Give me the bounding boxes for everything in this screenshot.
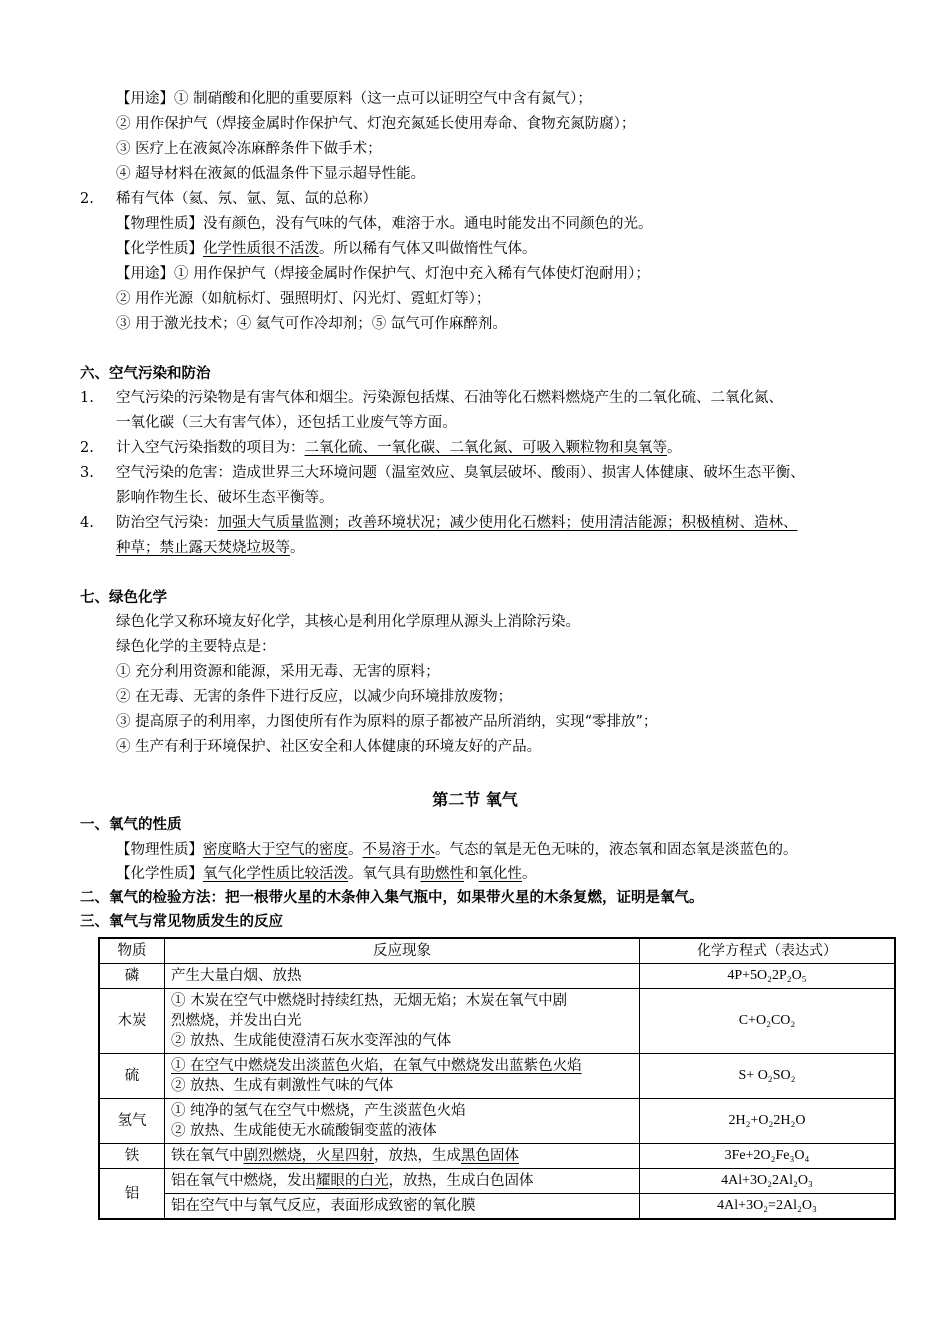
list-number: 2. — [80, 440, 94, 456]
pollution-heading: 六、空气污染和防治 — [80, 365, 211, 382]
key-point: 不易溶于水 — [362, 842, 435, 858]
phenomenon-cell — [165, 1054, 640, 1099]
text: 。氧气具有 — [348, 866, 421, 882]
list-number: 4. — [80, 515, 94, 531]
green-feature-3: ③ 提高原子的利用率，力图使所有作为原料的原子都被产品所消纳，实现“零排放”； — [116, 714, 658, 730]
text: 。 — [348, 842, 363, 858]
text: ，放热，生成 — [374, 1148, 461, 1164]
text: 铁在氧气中 — [171, 1148, 244, 1164]
phenomenon-line: 烈燃烧，并发出白光 — [171, 1013, 302, 1029]
green-chemistry-heading: 七、绿色化学 — [80, 589, 167, 606]
text: 和 — [464, 866, 479, 882]
equation-cell: 3Fe+2O₂Fe₃O₄ — [640, 1144, 896, 1169]
text: 。 — [290, 540, 305, 556]
oxygen-test-heading: 二、氧气的检验方法：把一根带火星的木条伸入集气瓶中，如果带火星的木条复燃，证明是氧气。 — [80, 889, 704, 906]
phenomenon-line: ② 放热、生成能使无水硫酸铜变蓝的液体 — [171, 1123, 437, 1139]
equation-cell: 4P+5O₂2P₂O₅ — [640, 964, 896, 989]
key-point: 氧气化学性质比较活泼 — [203, 866, 348, 882]
green-line-1: 绿色化学又称环境友好化学，其核心是利用化学原理从源头上消除污染。 — [116, 614, 580, 630]
oxygen-properties-heading: 一、氧气的性质 — [80, 816, 182, 833]
table-row — [99, 1194, 895, 1220]
list-number: 3. — [80, 465, 94, 481]
table-row — [99, 1144, 895, 1169]
key-point: 密度略大于空气的密度 — [203, 842, 348, 858]
pollution-item-3-line-2: 影响作物生长、破坏生态平衡等。 — [116, 490, 334, 506]
phenomenon-line: ② 放热、生成有刺激性气味的气体 — [171, 1078, 394, 1094]
substance-cell: 铁 — [99, 1144, 165, 1169]
key-point: 化学性质很不活泼 — [203, 241, 319, 257]
equation-cell: S+ O₂SO₂ — [640, 1054, 896, 1099]
table-row — [99, 989, 895, 1054]
pollution-item-1-line-2: 一氧化碳（三大有害气体），还包括工业废气等方面。 — [116, 415, 457, 431]
noble-gas-use-2: ② 用作光源（如航标灯、强照明灯、闪光灯、霓虹灯等）； — [116, 291, 491, 307]
phenomenon-line: ① 纯净的氢气在空气中燃烧，产生淡蓝色火焰 — [171, 1103, 466, 1119]
noble-gas-use-1: 【用途】① 用作保护气（焊接金属时作保护气、灯泡中充入稀有气体使灯泡耐用）； — [116, 266, 650, 282]
oxygen-physical — [116, 840, 798, 860]
phenomenon-line: ① 木炭在空气中燃烧时持续红热，无烟无焰；木炭在氧气中剧 — [171, 993, 568, 1009]
equation-cell: 4Al+3O₂=2Al₂O₃ — [640, 1194, 896, 1220]
section-title: 第二节 氧气 — [432, 790, 518, 809]
substance-cell: 磷 — [99, 964, 165, 989]
list-number: 2. — [80, 191, 94, 207]
oxygen-chemical — [116, 864, 537, 884]
key-point: 耀眼的白光 — [316, 1173, 389, 1189]
text: 计入空气污染指数的项目为： — [116, 440, 305, 456]
text: 。 — [522, 866, 537, 882]
key-point: 种草；禁止露天焚烧垃圾等 — [116, 540, 290, 556]
equation-cell: C+O₂CO₂ — [640, 989, 896, 1054]
phenomenon-cell — [165, 989, 640, 1054]
pollution-item-3-line-1: 空气污染的危害：造成世界三大环境问题（温室效应、臭氧层破坏、酸雨）、损害人体健康、破坏生态平衡、 — [116, 465, 805, 481]
table-row — [99, 964, 895, 989]
phenomenon-cell: 产生大量白烟、放热 — [165, 964, 640, 989]
text: 。 — [667, 440, 682, 456]
phenomenon-line: ② 放热、生成能使澄清石灰水变浑浊的气体 — [171, 1033, 452, 1049]
pollution-item-2 — [116, 438, 682, 458]
text: 防治空气污染： — [116, 515, 218, 531]
phenomenon-cell — [165, 1144, 640, 1169]
header-phenomenon: 反应现象 — [165, 938, 640, 964]
pollution-item-4-line-1 — [116, 513, 798, 533]
noble-gas-chemical — [116, 239, 537, 259]
green-line-2: 绿色化学的主要特点是： — [116, 639, 276, 655]
substance-cell: 硫 — [99, 1054, 165, 1099]
text: 。气态的氧是无色无味的，液态氧和固态氧是淡蓝色的。 — [435, 842, 798, 858]
header-equation: 化学方程式（表达式） — [640, 938, 896, 964]
label: 【化学性质】 — [116, 866, 203, 882]
green-feature-4: ④ 生产有利于环境保护、社区安全和人体健康的环境友好的产品。 — [116, 739, 542, 755]
phenomenon-line: ① 在空气中燃烧发出淡蓝色火焰，在氧气中燃烧发出蓝紫色火焰 — [171, 1058, 582, 1074]
key-point: 氧化性 — [478, 866, 522, 882]
table-row — [99, 1099, 895, 1144]
phenomenon-cell — [165, 1099, 640, 1144]
key-point: 剧烈燃烧，火星四射 — [243, 1148, 374, 1164]
nitrogen-use-1: 【用途】① 制硝酸和化肥的重要原料（这一点可以证明空气中含有氮气）； — [116, 91, 592, 107]
list-number: 1. — [80, 390, 94, 406]
nitrogen-use-4: ④ 超导材料在液氮的低温条件下显示超导性能。 — [116, 166, 426, 182]
substance-cell: 氢气 — [99, 1099, 165, 1144]
table-row — [99, 1054, 895, 1099]
label: 【化学性质】 — [116, 241, 203, 257]
noble-gas-physical: 【物理性质】没有颜色，没有气味的气体，难溶于水。通电时能发出不同颜色的光。 — [116, 216, 653, 232]
substance-cell: 铝 — [99, 1169, 165, 1220]
oxygen-reactions-heading: 三、氧气与常见物质发生的反应 — [80, 913, 283, 930]
text: 铝在氧气中燃烧，发出 — [171, 1173, 316, 1189]
noble-gas-title: 稀有气体（氦、氖、氩、氪、氙的总称） — [116, 191, 377, 207]
equation-cell: 4Al+3O₂2Al₂O₃ — [640, 1169, 896, 1194]
phenomenon-cell — [165, 1169, 640, 1194]
text: 。所以稀有气体又叫做惰性气体。 — [319, 241, 537, 257]
key-point: 二氧化硫、一氧化碳、二氧化氮、可吸入颗粒物和臭氧等 — [304, 440, 667, 456]
table-row — [99, 1169, 895, 1194]
table-header-row — [99, 938, 895, 964]
pollution-item-4-line-2 — [116, 538, 305, 558]
nitrogen-use-3: ③ 医疗上在液氮冷冻麻醉条件下做手术； — [116, 141, 382, 157]
noble-gas-use-3: ③ 用于激光技术；④ 氦气可作冷却剂；⑤ 氙气可作麻醉剂。 — [116, 316, 507, 332]
key-point: 加强大气质量监测；改善环境状况；减少使用化石燃料；使用清洁能源；积极植树、造林、 — [217, 515, 798, 531]
green-feature-1: ① 充分利用资源和能源，采用无毒、无害的原料； — [116, 664, 440, 680]
key-point: 助燃性 — [420, 866, 464, 882]
key-point: 黑色固体 — [461, 1148, 519, 1164]
reactions-table — [98, 937, 896, 1220]
substance-cell: 木炭 — [99, 989, 165, 1054]
pollution-item-1-line-1: 空气污染的污染物是有害气体和烟尘。污染源包括煤、石油等化石燃料燃烧产生的二氧化硫、二氧化氮、 — [116, 390, 783, 406]
nitrogen-use-2: ② 用作保护气（焊接金属时作保护气、灯泡充氮延长使用寿命、食物充氮防腐）； — [116, 116, 636, 132]
green-feature-2: ② 在无毒、无害的条件下进行反应，以减少向环境排放废物； — [116, 689, 513, 705]
label: 【物理性质】 — [116, 842, 203, 858]
equation-cell: 2H₂+O₂2H₂O — [640, 1099, 896, 1144]
phenomenon-cell: 铝在空气中与氧气反应，表面形成致密的氧化膜 — [165, 1194, 640, 1220]
header-substance: 物质 — [99, 938, 165, 964]
text: ，放热，生成白色固体 — [388, 1173, 534, 1189]
